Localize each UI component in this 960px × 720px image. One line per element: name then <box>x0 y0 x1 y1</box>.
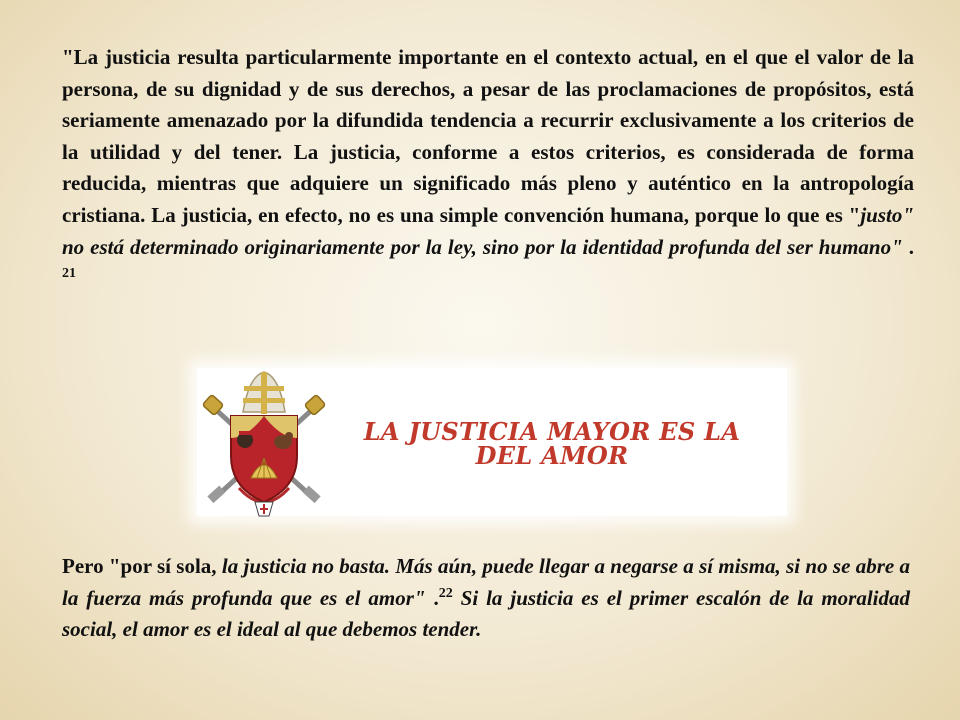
quote-trail: . <box>425 585 439 610</box>
quote-paragraph-top <box>62 42 914 295</box>
quote-paragraph-bottom <box>62 551 910 646</box>
motto-banner <box>197 368 787 516</box>
coat-of-arms-icon <box>199 368 329 518</box>
quote-trail: . <box>902 234 915 259</box>
motto-text: LA JUSTICIA MAYOR ES LA DEL AMOR <box>363 417 741 470</box>
quote-italic-text: justo" no está determinado originariamente por la ley, sino por la identidad profunda del ser humano" <box>62 202 914 259</box>
quote-italic-text: la justicia no basta. Más aún, puede llegar a negarse a sí misma, si no se abre a la fuerza más profunda que es el amor" <box>62 554 910 610</box>
footnote-ref-21: 21 <box>62 266 76 282</box>
quote-text: "La justicia resulta particularmente importante en el contexto actual, en el que el valor de la persona, de su dignidad y de sus derechos, a pesar de las proclamaciones de propósitos, está seriamente amenazado por la difundida tendencia a recurrir exclusivamente a los criterios de la utilidad y del tener. La justicia, conforme a estos criterios, es considerada de forma reducida, mientras que adquiere un significado más pleno y auténtico en la antropología cristiana. La justicia, en efecto, no es una simple convención humana, porque lo que es " <box>62 45 914 227</box>
quote-text: Pero "por sí sola, <box>62 554 222 578</box>
footnote-ref-22: 22 <box>438 585 453 601</box>
quote-italic-text: Si la justicia es el primer escalón de la moralidad social, el amor es el ideal al que debemos tender. <box>62 585 911 642</box>
